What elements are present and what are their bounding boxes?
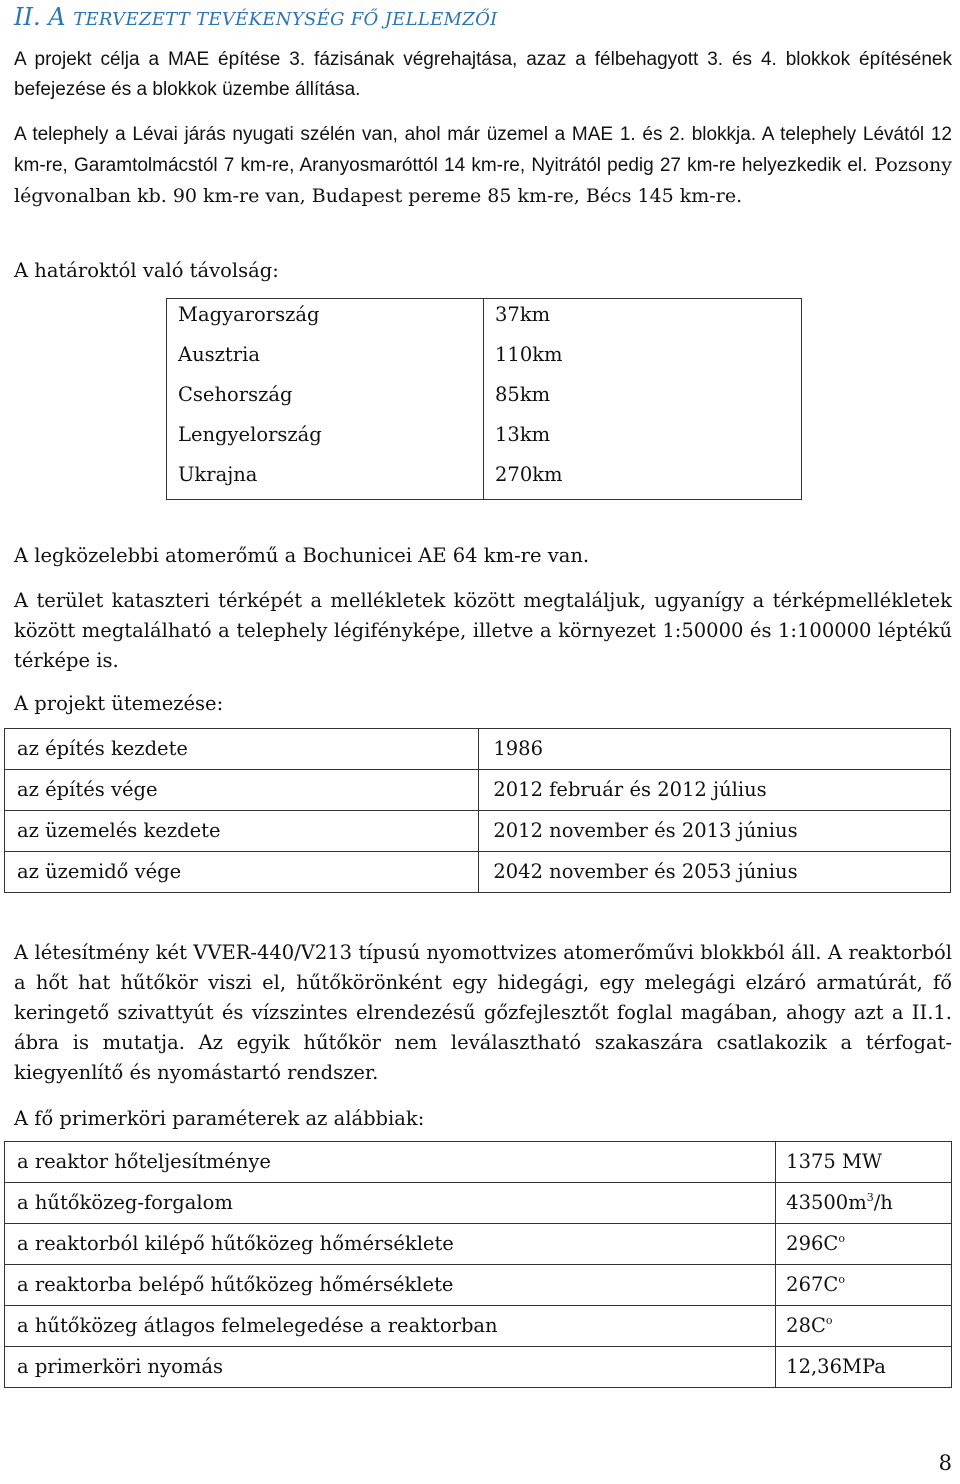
schedule-table <box>4 728 951 893</box>
borders-distance-cell: 13km <box>495 423 551 446</box>
nearest-npp-text: A legközelebbi atomerőmű a Bochunicei AE 64 km-re van. <box>14 544 590 567</box>
schedule-item-cell: az építés vége <box>5 770 479 811</box>
params-row <box>5 1224 952 1265</box>
param-unit-superscript: o <box>838 1273 845 1286</box>
param-value-cell <box>776 1265 952 1306</box>
paragraph-site-location <box>14 120 952 212</box>
site-distance-text: Pozsony légvonalban kb. 90 km-re van, Budapest pereme 85 km-re, Bécs 145 km-re. <box>14 154 953 207</box>
param-value: 267C <box>786 1273 839 1296</box>
schedule-row <box>5 770 951 811</box>
page-number: 8 <box>938 1451 952 1475</box>
schedule-item-cell: az építés kezdete <box>5 729 479 770</box>
borders-country-cell: Magyarország <box>178 303 320 326</box>
params-row <box>5 1347 952 1388</box>
borders-country-cell: Ausztria <box>178 343 260 366</box>
param-value: 12,36MPa <box>786 1355 886 1378</box>
params-row <box>5 1306 952 1347</box>
section-heading <box>14 0 498 37</box>
borders-distance-cell: 85km <box>495 383 551 406</box>
params-row <box>5 1183 952 1224</box>
paragraph-facility: A létesítmény két VVER-440/V213 típusú nyomottvizes atomerőművi blokkból áll. A reaktorból a hőt hat hűtőkör viszi el, hűtőkörönként egy hidegági, egy melegági elzáró armatúrát, fő keringető szivattyút és vízszintes elrendezésű gőzfejlesztőt foglal magában, ahogy azt a II.1. ábra is mutatja. Az egyik hűtőkör nem leválasztható szakaszára csatlakozik a térfogat-kiegyenlítő és nyomástartó rendszer. <box>14 941 952 1084</box>
param-value: 28C <box>786 1314 826 1337</box>
schedule-item-cell: az üzemidő vége <box>5 852 479 893</box>
param-value: 296C <box>786 1232 839 1255</box>
borders-distance-cell: 37km <box>495 303 551 326</box>
schedule-value-cell: 1986 <box>479 729 951 770</box>
param-unit-superscript: o <box>838 1232 845 1245</box>
schedule-value-cell: 2042 november és 2053 június <box>479 852 951 893</box>
borders-table-divider <box>483 299 484 499</box>
schedule-row <box>5 729 951 770</box>
param-value-cell <box>776 1347 952 1388</box>
schedule-row <box>5 852 951 893</box>
borders-distance-cell: 270km <box>495 463 563 486</box>
borders-intro: A határoktól való távolság: <box>14 259 279 282</box>
params-intro: A fő primerköri paraméterek az alábbiak: <box>14 1107 425 1130</box>
schedule-item-cell: az üzemelés kezdete <box>5 811 479 852</box>
schedule-value-cell: 2012 február és 2012 július <box>479 770 951 811</box>
paragraph-project-goal: A projekt célja a MAE építése 3. fázisának végrehajtása, azaz a félbehagyott 3. és 4. blokkok építésének befejezése és a blokkok üzembe állítása. <box>14 49 952 100</box>
schedule-value-cell: 2012 november és 2013 június <box>479 811 951 852</box>
borders-distance-cell: 110km <box>495 343 563 366</box>
paragraph-maps: A terület kataszteri térképét a mellékletek között megtaláljuk, ugyanígy a térképmellékletek között megtalálható a telephely légifényképe, illetve a környezet 1:50000 és 1:100000 léptékű térképe is. <box>14 589 952 672</box>
param-value: 1375 MW <box>786 1150 883 1173</box>
params-row <box>5 1142 952 1183</box>
param-unit-tail: /h <box>873 1191 893 1214</box>
param-name-cell: a hűtőközeg átlagos felmelegedése a reaktorban <box>5 1306 776 1347</box>
schedule-row <box>5 811 951 852</box>
param-name-cell: a reaktor hőteljesítménye <box>5 1142 776 1183</box>
param-unit-superscript: 3 <box>866 1191 874 1204</box>
borders-country-cell: Csehország <box>178 383 293 406</box>
heading-prefix: II. A <box>14 3 74 31</box>
param-value-cell <box>776 1142 952 1183</box>
param-value-cell <box>776 1183 952 1224</box>
param-value-cell <box>776 1224 952 1265</box>
params-row <box>5 1265 952 1306</box>
borders-country-cell: Ukrajna <box>178 463 258 486</box>
params-table <box>4 1141 952 1388</box>
param-value: 43500m <box>786 1191 867 1214</box>
param-name-cell: a primerköri nyomás <box>5 1347 776 1388</box>
param-name-cell: a reaktorból kilépő hűtőközeg hőmérséklete <box>5 1224 776 1265</box>
heading-text: TERVEZETT TEVÉKENYSÉG FŐ JELLEMZŐI <box>73 9 498 30</box>
borders-country-cell: Lengyelország <box>178 423 322 446</box>
param-name-cell: a reaktorba belépő hűtőközeg hőmérséklete <box>5 1265 776 1306</box>
param-name-cell: a hűtőközeg-forgalom <box>5 1183 776 1224</box>
schedule-intro: A projekt ütemezése: <box>14 692 224 715</box>
param-unit-superscript: o <box>825 1314 833 1327</box>
site-location-text: A telephely a Lévai járás nyugati szélén van, ahol már üzemel a MAE 1. és 2. blokkja. A telephely Lévától 12 km-re, Garamtolmácstól 7 km-re, Aranyosmaróttól 14 km-re, Nyitrától pedig 27 km-re helyezkedik el. <box>14 124 952 176</box>
param-value-cell <box>776 1306 952 1347</box>
